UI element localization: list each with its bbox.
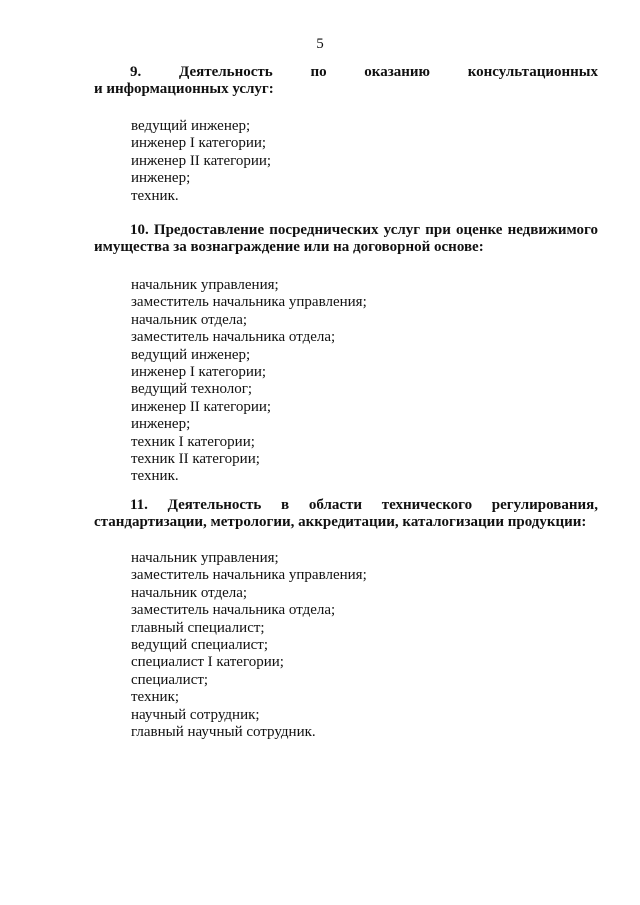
section-heading [94, 222, 598, 256]
list-item: заместитель начальника управления; [131, 567, 367, 584]
list-item: ведущий инженер; [131, 346, 251, 363]
position-list [94, 118, 598, 205]
section-heading-line-2: стандартизации, метрологии, аккредитации, каталогизации продукции: [94, 514, 587, 530]
list-item: ведущий технолог; [131, 381, 253, 398]
section-heading [94, 497, 598, 531]
list-item: инженер II категории; [131, 152, 272, 169]
position-list [94, 277, 598, 486]
section-heading-line-2: и информационных услуг: [94, 81, 274, 97]
list-item: заместитель начальника отдела; [131, 329, 336, 346]
list-item: начальник управления; [131, 550, 279, 566]
list-item: инженер; [131, 416, 191, 433]
section-11 [94, 497, 598, 741]
list-item: ведущий инженер; [131, 118, 251, 134]
list-item: главный научный сотрудник. [131, 724, 316, 741]
list-item: техник; [131, 689, 180, 706]
position-list [94, 550, 598, 741]
list-item: инженер I категории; [131, 364, 267, 381]
list-item: специалист; [131, 671, 209, 688]
section-heading-line-1: 9. Деятельность по оказанию консультационных [130, 64, 598, 80]
list-item: инженер I категории; [131, 135, 267, 152]
section-heading-line-1: 10. Предоставление посреднических услуг при оценке недвижимого [130, 222, 598, 238]
list-item: специалист I категории; [131, 654, 284, 671]
section-heading-line-2: имущества за вознаграждение или на договорной основе: [94, 239, 484, 255]
list-item: начальник управления; [131, 277, 279, 293]
section-heading-line-1: 11. Деятельность в области технического регулирования, [130, 497, 598, 513]
list-item: техник I категории; [131, 433, 255, 450]
list-item: техник II категории; [131, 451, 260, 468]
list-item: техник. [131, 468, 179, 485]
list-item: главный специалист; [131, 619, 265, 636]
section-heading [94, 64, 598, 98]
section-9 [94, 64, 598, 205]
section-10 [94, 222, 598, 486]
list-item: инженер II категории; [131, 398, 272, 415]
list-item: научный сотрудник; [131, 706, 260, 723]
list-item: начальник отдела; [131, 311, 248, 328]
list-item: заместитель начальника управления; [131, 294, 367, 311]
list-item: заместитель начальника отдела; [131, 602, 336, 619]
list-item: инженер; [131, 170, 191, 187]
list-item: начальник отдела; [131, 584, 248, 601]
list-item: техник. [131, 187, 179, 204]
page-number: 5 [316, 36, 324, 52]
list-item: ведущий специалист; [131, 637, 269, 654]
